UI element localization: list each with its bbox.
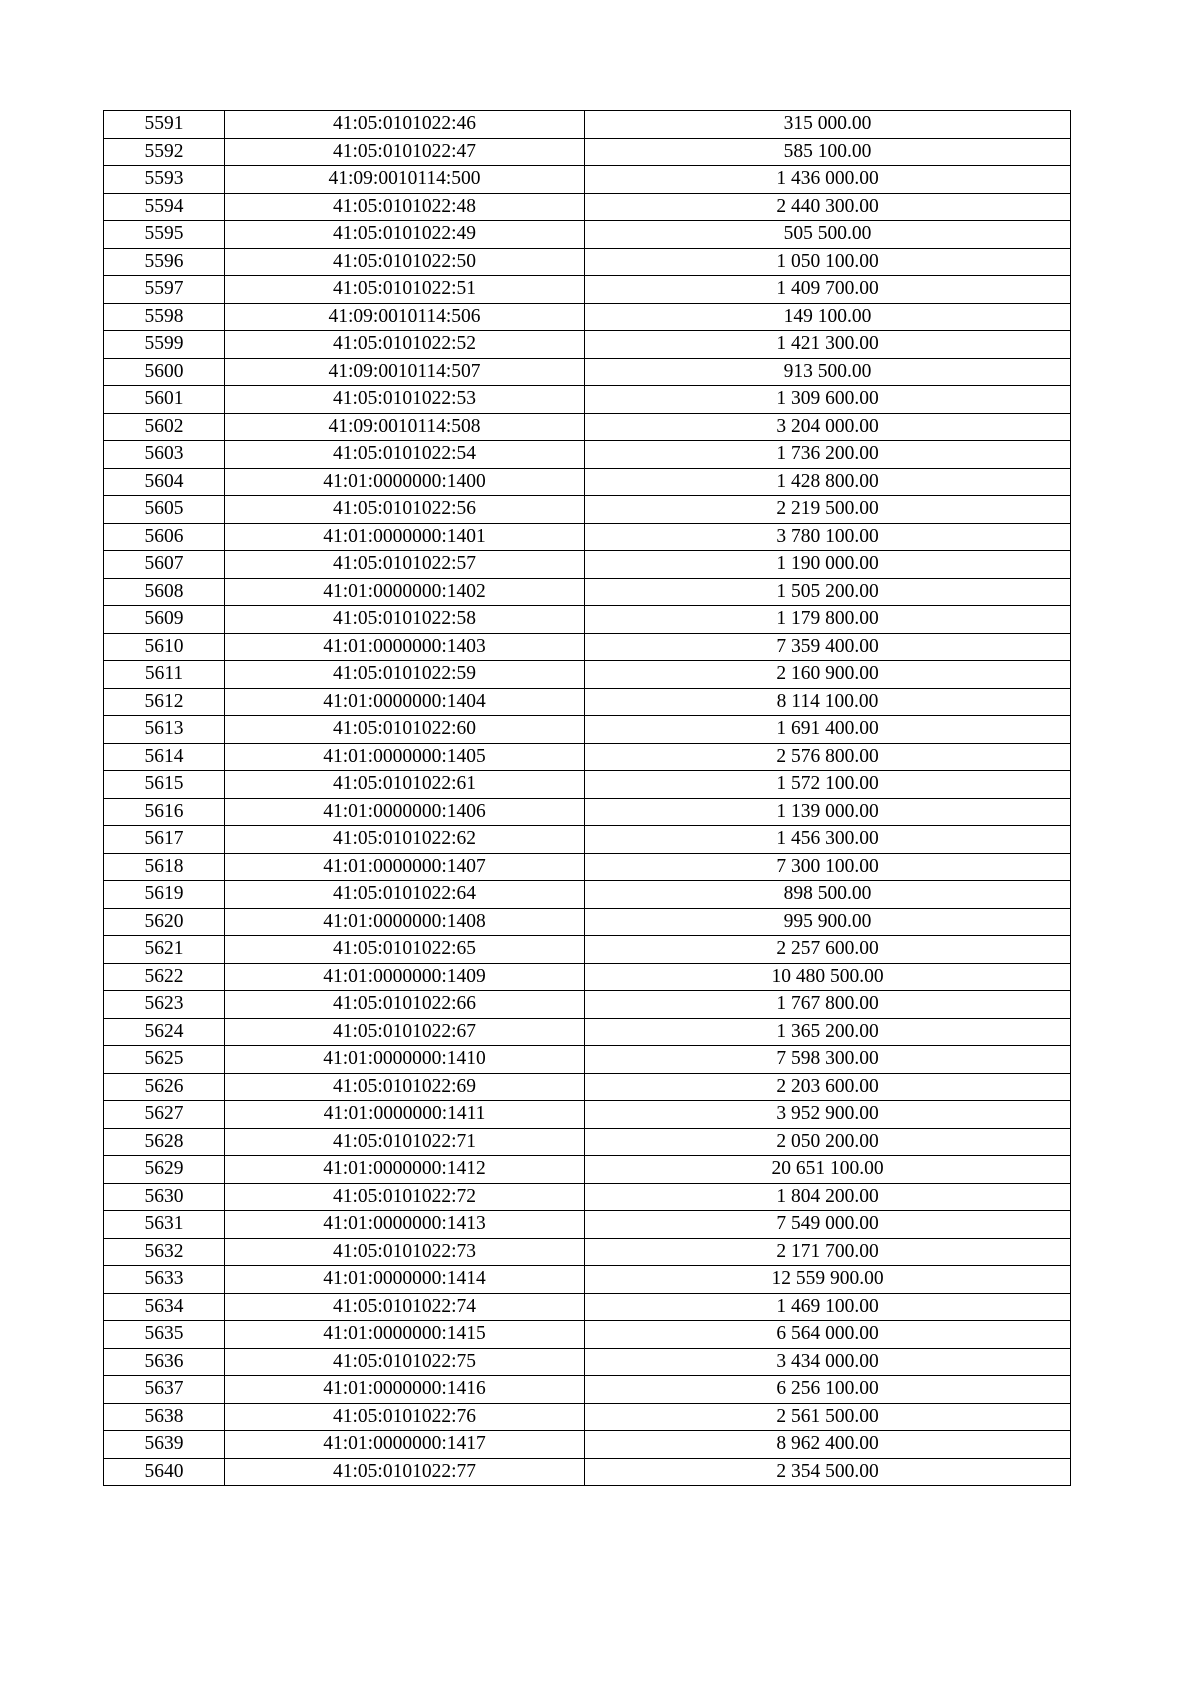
row-number-cell: 5602 bbox=[104, 413, 225, 441]
table-row bbox=[104, 1156, 1071, 1184]
row-number-cell: 5598 bbox=[104, 303, 225, 331]
cadastral-number-cell: 41:01:0000000:1414 bbox=[225, 1266, 585, 1294]
cadastral-value-cell: 898 500.00 bbox=[585, 881, 1071, 909]
cadastral-value-cell: 913 500.00 bbox=[585, 358, 1071, 386]
table-row bbox=[104, 606, 1071, 634]
row-number-cell: 5605 bbox=[104, 496, 225, 524]
table-row bbox=[104, 908, 1071, 936]
table-row bbox=[104, 1183, 1071, 1211]
table-row bbox=[104, 771, 1071, 799]
cadastral-number-cell: 41:05:0101022:53 bbox=[225, 386, 585, 414]
cadastral-value-cell: 1 050 100.00 bbox=[585, 248, 1071, 276]
row-number-cell: 5612 bbox=[104, 688, 225, 716]
row-number-cell: 5633 bbox=[104, 1266, 225, 1294]
table-row bbox=[104, 743, 1071, 771]
row-number-cell: 5592 bbox=[104, 138, 225, 166]
cadastral-value-cell: 1 804 200.00 bbox=[585, 1183, 1071, 1211]
cadastral-value-cell: 2 354 500.00 bbox=[585, 1458, 1071, 1486]
table-row bbox=[104, 221, 1071, 249]
cadastral-number-cell: 41:05:0101022:49 bbox=[225, 221, 585, 249]
cadastral-value-cell: 20 651 100.00 bbox=[585, 1156, 1071, 1184]
cadastral-value-table bbox=[103, 110, 1071, 1486]
row-number-cell: 5622 bbox=[104, 963, 225, 991]
cadastral-number-cell: 41:05:0101022:52 bbox=[225, 331, 585, 359]
cadastral-number-cell: 41:05:0101022:75 bbox=[225, 1348, 585, 1376]
row-number-cell: 5638 bbox=[104, 1403, 225, 1431]
row-number-cell: 5594 bbox=[104, 193, 225, 221]
cadastral-number-cell: 41:05:0101022:74 bbox=[225, 1293, 585, 1321]
row-number-cell: 5626 bbox=[104, 1073, 225, 1101]
row-number-cell: 5618 bbox=[104, 853, 225, 881]
row-number-cell: 5607 bbox=[104, 551, 225, 579]
cadastral-number-cell: 41:05:0101022:67 bbox=[225, 1018, 585, 1046]
cadastral-number-cell: 41:05:0101022:54 bbox=[225, 441, 585, 469]
table-row bbox=[104, 798, 1071, 826]
table-row bbox=[104, 1073, 1071, 1101]
row-number-cell: 5595 bbox=[104, 221, 225, 249]
row-number-cell: 5614 bbox=[104, 743, 225, 771]
row-number-cell: 5625 bbox=[104, 1046, 225, 1074]
table-row bbox=[104, 1128, 1071, 1156]
cadastral-number-cell: 41:05:0101022:72 bbox=[225, 1183, 585, 1211]
cadastral-number-cell: 41:01:0000000:1400 bbox=[225, 468, 585, 496]
cadastral-number-cell: 41:05:0101022:48 bbox=[225, 193, 585, 221]
row-number-cell: 5599 bbox=[104, 331, 225, 359]
cadastral-value-cell: 2 160 900.00 bbox=[585, 661, 1071, 689]
table-row bbox=[104, 111, 1071, 139]
row-number-cell: 5611 bbox=[104, 661, 225, 689]
row-number-cell: 5627 bbox=[104, 1101, 225, 1129]
row-number-cell: 5615 bbox=[104, 771, 225, 799]
cadastral-number-cell: 41:05:0101022:58 bbox=[225, 606, 585, 634]
cadastral-number-cell: 41:05:0101022:73 bbox=[225, 1238, 585, 1266]
row-number-cell: 5604 bbox=[104, 468, 225, 496]
row-number-cell: 5635 bbox=[104, 1321, 225, 1349]
table-row bbox=[104, 1018, 1071, 1046]
row-number-cell: 5620 bbox=[104, 908, 225, 936]
cadastral-value-cell: 2 219 500.00 bbox=[585, 496, 1071, 524]
cadastral-value-cell: 2 257 600.00 bbox=[585, 936, 1071, 964]
row-number-cell: 5591 bbox=[104, 111, 225, 139]
table-row bbox=[104, 166, 1071, 194]
row-number-cell: 5617 bbox=[104, 826, 225, 854]
row-number-cell: 5610 bbox=[104, 633, 225, 661]
cadastral-number-cell: 41:01:0000000:1405 bbox=[225, 743, 585, 771]
cadastral-value-cell: 1 139 000.00 bbox=[585, 798, 1071, 826]
cadastral-value-cell: 995 900.00 bbox=[585, 908, 1071, 936]
cadastral-value-cell: 6 564 000.00 bbox=[585, 1321, 1071, 1349]
cadastral-number-cell: 41:05:0101022:46 bbox=[225, 111, 585, 139]
cadastral-value-cell: 7 549 000.00 bbox=[585, 1211, 1071, 1239]
cadastral-value-cell: 1 691 400.00 bbox=[585, 716, 1071, 744]
row-number-cell: 5608 bbox=[104, 578, 225, 606]
row-number-cell: 5631 bbox=[104, 1211, 225, 1239]
cadastral-value-cell: 1 179 800.00 bbox=[585, 606, 1071, 634]
table-row bbox=[104, 963, 1071, 991]
cadastral-value-cell: 1 767 800.00 bbox=[585, 991, 1071, 1019]
row-number-cell: 5613 bbox=[104, 716, 225, 744]
table-row bbox=[104, 138, 1071, 166]
row-number-cell: 5616 bbox=[104, 798, 225, 826]
table-row bbox=[104, 551, 1071, 579]
cadastral-value-cell: 1 409 700.00 bbox=[585, 276, 1071, 304]
row-number-cell: 5601 bbox=[104, 386, 225, 414]
row-number-cell: 5637 bbox=[104, 1376, 225, 1404]
cadastral-value-cell: 6 256 100.00 bbox=[585, 1376, 1071, 1404]
cadastral-number-cell: 41:01:0000000:1407 bbox=[225, 853, 585, 881]
table-row bbox=[104, 578, 1071, 606]
cadastral-value-cell: 12 559 900.00 bbox=[585, 1266, 1071, 1294]
cadastral-number-cell: 41:05:0101022:76 bbox=[225, 1403, 585, 1431]
cadastral-value-cell: 505 500.00 bbox=[585, 221, 1071, 249]
cadastral-number-cell: 41:01:0000000:1417 bbox=[225, 1431, 585, 1459]
cadastral-number-cell: 41:01:0000000:1411 bbox=[225, 1101, 585, 1129]
table-row bbox=[104, 688, 1071, 716]
row-number-cell: 5600 bbox=[104, 358, 225, 386]
cadastral-value-cell: 8 962 400.00 bbox=[585, 1431, 1071, 1459]
cadastral-value-cell: 2 050 200.00 bbox=[585, 1128, 1071, 1156]
table-row bbox=[104, 1458, 1071, 1486]
cadastral-value-cell: 3 780 100.00 bbox=[585, 523, 1071, 551]
cadastral-number-cell: 41:05:0101022:77 bbox=[225, 1458, 585, 1486]
cadastral-number-cell: 41:01:0000000:1412 bbox=[225, 1156, 585, 1184]
cadastral-number-cell: 41:05:0101022:69 bbox=[225, 1073, 585, 1101]
table-row bbox=[104, 276, 1071, 304]
row-number-cell: 5603 bbox=[104, 441, 225, 469]
cadastral-value-cell: 10 480 500.00 bbox=[585, 963, 1071, 991]
table-row bbox=[104, 1376, 1071, 1404]
table-row bbox=[104, 413, 1071, 441]
table-row bbox=[104, 991, 1071, 1019]
table-row bbox=[104, 1348, 1071, 1376]
document-page bbox=[103, 110, 1071, 1486]
cadastral-value-cell: 1 505 200.00 bbox=[585, 578, 1071, 606]
cadastral-number-cell: 41:05:0101022:71 bbox=[225, 1128, 585, 1156]
cadastral-number-cell: 41:05:0101022:66 bbox=[225, 991, 585, 1019]
table-row bbox=[104, 441, 1071, 469]
table-row bbox=[104, 1266, 1071, 1294]
cadastral-number-cell: 41:05:0101022:64 bbox=[225, 881, 585, 909]
cadastral-number-cell: 41:09:0010114:506 bbox=[225, 303, 585, 331]
row-number-cell: 5597 bbox=[104, 276, 225, 304]
cadastral-number-cell: 41:01:0000000:1401 bbox=[225, 523, 585, 551]
table-row bbox=[104, 1431, 1071, 1459]
table-row bbox=[104, 523, 1071, 551]
cadastral-number-cell: 41:01:0000000:1406 bbox=[225, 798, 585, 826]
cadastral-value-cell: 1 469 100.00 bbox=[585, 1293, 1071, 1321]
cadastral-value-cell: 1 428 800.00 bbox=[585, 468, 1071, 496]
cadastral-value-cell: 1 365 200.00 bbox=[585, 1018, 1071, 1046]
cadastral-number-cell: 41:01:0000000:1408 bbox=[225, 908, 585, 936]
table-row bbox=[104, 633, 1071, 661]
row-number-cell: 5639 bbox=[104, 1431, 225, 1459]
row-number-cell: 5628 bbox=[104, 1128, 225, 1156]
cadastral-number-cell: 41:09:0010114:507 bbox=[225, 358, 585, 386]
cadastral-value-cell: 585 100.00 bbox=[585, 138, 1071, 166]
cadastral-value-cell: 2 576 800.00 bbox=[585, 743, 1071, 771]
row-number-cell: 5629 bbox=[104, 1156, 225, 1184]
table-row bbox=[104, 881, 1071, 909]
cadastral-number-cell: 41:09:0010114:508 bbox=[225, 413, 585, 441]
table-row bbox=[104, 303, 1071, 331]
row-number-cell: 5593 bbox=[104, 166, 225, 194]
cadastral-value-cell: 2 440 300.00 bbox=[585, 193, 1071, 221]
cadastral-value-cell: 3 204 000.00 bbox=[585, 413, 1071, 441]
cadastral-value-cell: 1 436 000.00 bbox=[585, 166, 1071, 194]
cadastral-value-cell: 3 434 000.00 bbox=[585, 1348, 1071, 1376]
cadastral-value-cell: 1 736 200.00 bbox=[585, 441, 1071, 469]
cadastral-value-cell: 3 952 900.00 bbox=[585, 1101, 1071, 1129]
cadastral-number-cell: 41:05:0101022:65 bbox=[225, 936, 585, 964]
cadastral-number-cell: 41:01:0000000:1416 bbox=[225, 1376, 585, 1404]
cadastral-value-cell: 7 300 100.00 bbox=[585, 853, 1071, 881]
table-row bbox=[104, 386, 1071, 414]
row-number-cell: 5621 bbox=[104, 936, 225, 964]
row-number-cell: 5623 bbox=[104, 991, 225, 1019]
table-row bbox=[104, 358, 1071, 386]
row-number-cell: 5632 bbox=[104, 1238, 225, 1266]
table-row bbox=[104, 1293, 1071, 1321]
table-row bbox=[104, 1321, 1071, 1349]
table-row bbox=[104, 1211, 1071, 1239]
table-body bbox=[104, 111, 1071, 1486]
cadastral-number-cell: 41:01:0000000:1415 bbox=[225, 1321, 585, 1349]
cadastral-number-cell: 41:01:0000000:1403 bbox=[225, 633, 585, 661]
row-number-cell: 5606 bbox=[104, 523, 225, 551]
cadastral-number-cell: 41:05:0101022:60 bbox=[225, 716, 585, 744]
table-row bbox=[104, 1403, 1071, 1431]
cadastral-number-cell: 41:01:0000000:1402 bbox=[225, 578, 585, 606]
cadastral-value-cell: 1 572 100.00 bbox=[585, 771, 1071, 799]
cadastral-number-cell: 41:05:0101022:50 bbox=[225, 248, 585, 276]
cadastral-number-cell: 41:05:0101022:56 bbox=[225, 496, 585, 524]
cadastral-value-cell: 7 598 300.00 bbox=[585, 1046, 1071, 1074]
cadastral-value-cell: 1 190 000.00 bbox=[585, 551, 1071, 579]
cadastral-value-cell: 149 100.00 bbox=[585, 303, 1071, 331]
table-row bbox=[104, 1238, 1071, 1266]
cadastral-number-cell: 41:01:0000000:1413 bbox=[225, 1211, 585, 1239]
row-number-cell: 5634 bbox=[104, 1293, 225, 1321]
row-number-cell: 5609 bbox=[104, 606, 225, 634]
row-number-cell: 5640 bbox=[104, 1458, 225, 1486]
cadastral-number-cell: 41:05:0101022:47 bbox=[225, 138, 585, 166]
table-row bbox=[104, 248, 1071, 276]
cadastral-value-cell: 1 421 300.00 bbox=[585, 331, 1071, 359]
cadastral-value-cell: 2 203 600.00 bbox=[585, 1073, 1071, 1101]
row-number-cell: 5630 bbox=[104, 1183, 225, 1211]
row-number-cell: 5636 bbox=[104, 1348, 225, 1376]
row-number-cell: 5624 bbox=[104, 1018, 225, 1046]
cadastral-number-cell: 41:05:0101022:59 bbox=[225, 661, 585, 689]
cadastral-value-cell: 7 359 400.00 bbox=[585, 633, 1071, 661]
row-number-cell: 5596 bbox=[104, 248, 225, 276]
table-row bbox=[104, 468, 1071, 496]
table-row bbox=[104, 661, 1071, 689]
table-row bbox=[104, 331, 1071, 359]
table-row bbox=[104, 1046, 1071, 1074]
cadastral-value-cell: 1 456 300.00 bbox=[585, 826, 1071, 854]
cadastral-value-cell: 2 171 700.00 bbox=[585, 1238, 1071, 1266]
cadastral-value-cell: 8 114 100.00 bbox=[585, 688, 1071, 716]
cadastral-value-cell: 1 309 600.00 bbox=[585, 386, 1071, 414]
table-row bbox=[104, 496, 1071, 524]
table-row bbox=[104, 826, 1071, 854]
cadastral-number-cell: 41:01:0000000:1409 bbox=[225, 963, 585, 991]
cadastral-number-cell: 41:05:0101022:51 bbox=[225, 276, 585, 304]
row-number-cell: 5619 bbox=[104, 881, 225, 909]
table-row bbox=[104, 716, 1071, 744]
cadastral-number-cell: 41:05:0101022:57 bbox=[225, 551, 585, 579]
table-row bbox=[104, 936, 1071, 964]
table-row bbox=[104, 1101, 1071, 1129]
cadastral-number-cell: 41:05:0101022:62 bbox=[225, 826, 585, 854]
cadastral-number-cell: 41:01:0000000:1404 bbox=[225, 688, 585, 716]
table-row bbox=[104, 853, 1071, 881]
cadastral-number-cell: 41:05:0101022:61 bbox=[225, 771, 585, 799]
cadastral-number-cell: 41:01:0000000:1410 bbox=[225, 1046, 585, 1074]
cadastral-value-cell: 315 000.00 bbox=[585, 111, 1071, 139]
cadastral-number-cell: 41:09:0010114:500 bbox=[225, 166, 585, 194]
cadastral-value-cell: 2 561 500.00 bbox=[585, 1403, 1071, 1431]
table-row bbox=[104, 193, 1071, 221]
